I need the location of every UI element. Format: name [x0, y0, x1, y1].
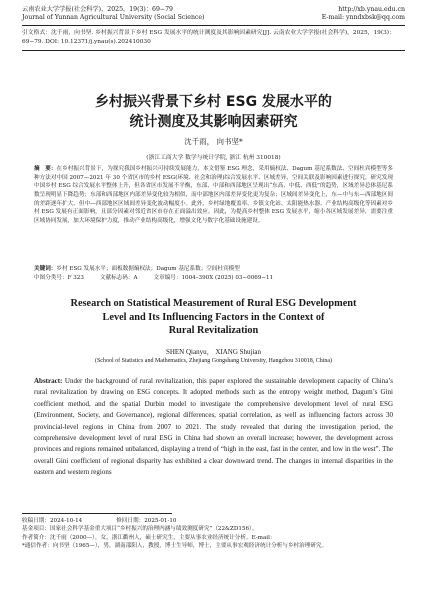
title-en-line2: Level and Its Influencing Factors in the Context of: [102, 311, 325, 323]
authors-en: SHEN Qianyu， XIANG Shujian: [165, 348, 262, 356]
authors-zh: 沈千雨， 向书坚*: [184, 137, 243, 146]
title-zh-line2: 统计测度及其影响因素研究: [129, 114, 298, 130]
document-code: 文献标志码：A: [99, 274, 138, 281]
affiliation-en: (School of Statistics and Mathematics, Zhejiang Gongshang University, Hangzhou 310018, China): [94, 358, 333, 364]
abstract-en: [34, 376, 393, 479]
corresponding-label: *通信作者：: [22, 542, 53, 549]
journal-website: http://xb.ynau.edu.cn: [338, 6, 405, 13]
journal-name-en: Journal of Yunnan Agricultural University (Social Science): [22, 14, 205, 22]
keywords-block-zh: [34, 265, 393, 282]
received-date: 收稿日期：2024-10-14: [22, 518, 83, 524]
keywords-zh: 乡村 ESG 发展水平；面板数据熵权法；Dagum 基尼系数；空间杜宾模型: [56, 266, 240, 272]
running-header: [22, 6, 405, 23]
article-number: 文章编号：1004–390X (2025) 03−0069−11: [153, 274, 274, 281]
title-en-line1: Research on Statistical Measurement of Rural ESG Development: [70, 298, 357, 309]
abstract-en-text: Under the background of rural revitalization, this paper explored the sustainable development capacity of China’s rural revitalization by drawing on ESG concepts. It adopted methods such as the entropy weight method, Dagum’s Gini coefficient method, and the spatial Durbin model to investigate the comprehensive development level of rural ESG (Environment, Society, and Governance), regional differences, spatial correlation, as well as influencing factors across 30 provincial-level regions in China from 2007 to 2021. The study revealed that during the investigation period, the comprehensive development level of rural ESG in China had shown an overall increase; however, the development across provinces and regions remained unbalanced, displaying a trend of “high in the east, fast in the center, and low in the west”. The overall Gini coefficient of regional disparity has exhibited a clear downward trend. The changes in internal disparities in the eastern and western regions: [34, 377, 394, 477]
footnote-rule: [22, 513, 172, 514]
author-bio: 作者简介：沈千雨（2000—），女，浙江衢州人，硕士研究生，主要从事农业经济统计分析。E-mail：: [22, 534, 276, 541]
abstract-zh-label: 摘 要：: [34, 166, 57, 172]
title-zh: [0, 92, 427, 132]
citation-rule: [22, 50, 405, 51]
fund-info: 基金项目：国家社会科学基金重大项目“乡村振兴的治理内涵与绩效测度研究”（22&ZD156）。: [22, 526, 258, 533]
journal-email: E-mail: ynndxbsk@qq.com: [321, 14, 405, 22]
abstract-en-label: Abstract:: [34, 377, 63, 385]
abstract-zh: [34, 165, 393, 226]
clc-number: 中图分类号：F 323: [34, 274, 84, 281]
title-en-line3: Rural Revitalization: [168, 325, 259, 337]
revised-date: 修回日期：2025-01-10: [116, 518, 177, 524]
footnotes: [22, 517, 405, 550]
header-rule: [22, 25, 405, 26]
affiliation-zh: (浙江工商大学 数学与统计学院, 浙江 杭州 310018): [146, 155, 281, 161]
title-zh-line1: 乡村振兴背景下乡村 ESG 发展水平的: [95, 94, 332, 110]
corresponding-bio: 向书坚（1965—），男，湖南邵阳人，教授，博士生导师，博士，主要从事宏观经济统计分析与乡村治理研究。: [52, 542, 328, 549]
journal-citation-zh: 云南农业大学学报(社会科学)，2025，19(3)：69−79: [22, 6, 173, 13]
abstract-zh-text: 在乡村振兴背景下，为探究我国乡村振兴可持续发展能力，本文借鉴 ESG 理念，采用熵权法、Dagum 基尼系数法、空间杜宾模型等多种方法对中国 2007—2021 年 30 个省区市的乡村 ESG(环境、社会和治理)综合发展水平、区域差异、空间关联及影响因素进行探究。研究发现中国乡村 ESG 综合发展水平整体上升，但各省区市发展不平衡，东部、中部和西部地区呈现出“东高、中低、西低”的趋势，区域差异总体基尼系数呈现明显下降趋势；东部和西部地区内部差异变化较为相似，而中部地区内部差异变化更为复杂；区域间差异变化上，东—中与东—西部地区间的差距逐年扩大，但中—西部地区区域间差异变化波动幅度小。此外，乡村绿地覆盖率、乡镇文化站、太阳能热水器、产业结构高级化等因素对乡村 ESG 发展有正面影响，且部分因素对邻近省区市存在正面溢出效应。因此，为提高乡村整体 ESG 发展水平，缩小各区域发展差异，需要注重区域协同发展，加大环境保护力度，推动产业结构高级化，增强文化与数字化基础设施建设。: [34, 166, 393, 224]
keywords-zh-label: 关键词：: [34, 266, 57, 272]
title-en: [30, 297, 397, 338]
citation-format: 引文格式：沈千雨，向书坚. 乡村振兴背景下乡村 ESG 发展水平的统计测度及其影响因素研究[J]. 云南农业大学学报(社会科学)，2025，19(3)：69−79. DOI: 10.12371/j.ynau(s).202410030: [22, 30, 395, 45]
